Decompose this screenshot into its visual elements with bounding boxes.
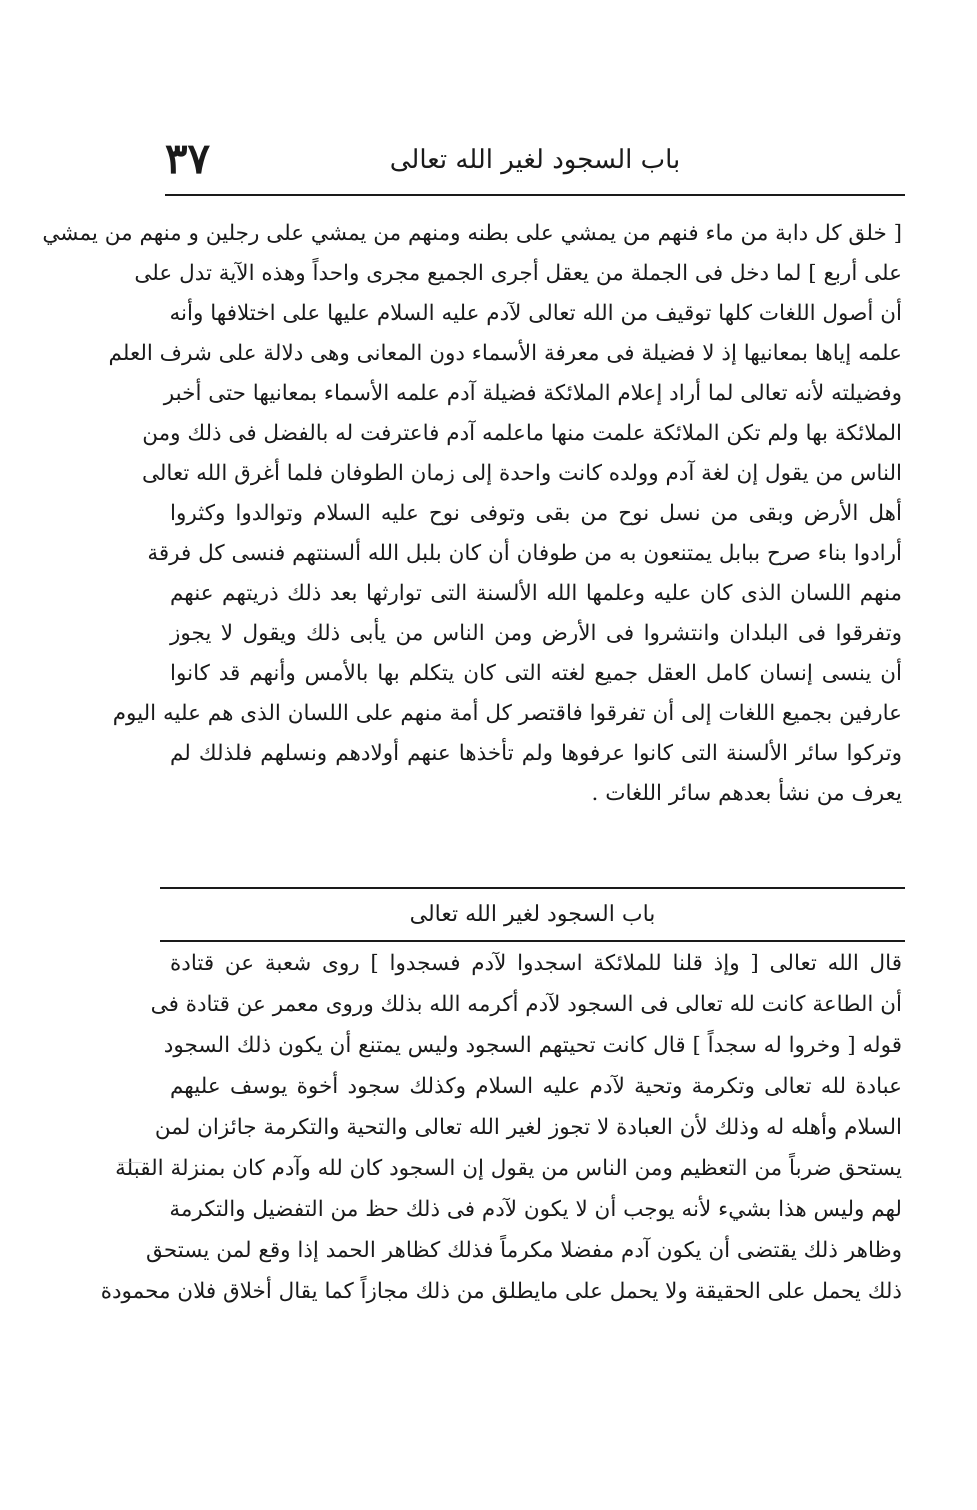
- text-line: على أربع ] لما دخل فى الجملة من يعقل أجرى الجميع مجرى واحداً وهذه الآية تدل على: [134, 261, 902, 286]
- text-line: علمه إياها بمعانيها إذ لا فضيلة فى معرفة الأسماء دون المعانى وهى دلالة على شرف العلم: [108, 341, 902, 366]
- text-line: قال الله تعالى [ وإذ قلنا للملائكة اسجدوا لآدم فسجدوا ] روى شعبة عن قتادة: [170, 951, 902, 976]
- text-line: أن الطاعة كانت لله تعالى فى السجود لآدم أكرمه الله بذلك وروى معمر عن قتادة فى: [150, 992, 902, 1017]
- section-text: [100, 943, 902, 1312]
- text-line: عارفين بجميع اللغات إلى أن تفرقوا فاقتصر كل أمة منهم على اللسان الذى هم عليه اليوم: [112, 701, 902, 726]
- text-line: أرادوا بناء صرح ببابل يمتنعون به من طوفان أن كان بلبل الله ألسنتهم فنسى كل فرقة: [147, 541, 902, 566]
- text-line: أهل الأرض وبقى من نسل نوح من بقى وتوفى نوح عليه السلام وتوالدوا وكثروا: [170, 501, 902, 526]
- text-line: يعرف من نشأ بعدهم سائر اللغات .: [591, 781, 902, 806]
- text-line: وتفرقوا فى البلدان وانتشروا فى الأرض ومن الناس من يأبى ذلك ويقول لا يجوز: [170, 621, 902, 646]
- text-line: قوله [ وخروا له سجداً ] قال كانت تحيتهم السجود وليس يمتنع أن يكون ذلك السجود: [163, 1033, 902, 1058]
- text-line: أن ينسى إنسان كامل العقل جميع لغته التى كان يتكلم بها بالأمس وأنهم قد كانوا: [170, 661, 902, 686]
- text-line: الملائكة بها ولم تكن الملائكة علمت منها ماعلمه آدم فاعترفت له بالفضل فى ذلك ومن: [142, 421, 902, 446]
- running-header: [165, 135, 905, 191]
- text-line: الناس من يقول إن لغة آدم وولده كانت واحدة إلى زمان الطوفان فلما أغرق الله تعالى: [141, 461, 902, 486]
- text-line: أن أصول اللغات كلها توقيف من الله تعالى لآدم عليه السلام عليها على اختلافها وأنه: [169, 301, 902, 326]
- text-line: وفضيلته لأنه تعالى لما أراد إعلام الملائكة فضيلة آدم علمه الأسماء بمعانيها حتى أخبر: [163, 381, 902, 406]
- section-divider-bottom: [160, 940, 905, 942]
- text-line: عبادة لله تعالى وتكرمة وتحية لآدم عليه السلام وكذلك سجود أخوة يوسف عليهم: [170, 1074, 902, 1099]
- text-line: [ خلق كل دابة من ماء فنهم من يمشي على بطنه ومنهم من يمشي على رجلين و منهم من يمشي: [42, 221, 902, 246]
- text-line: وتركوا سائر الألسنة التى كانوا عرفوها ولم تأخذها عنهم أولادهم ونسلهم فلذلك لم: [170, 741, 902, 766]
- text-line: السلام وأهله له وذلك لأن العبادة لا تجوز لغير الله تعالى والتحية والتكرمة جائزان لمن: [154, 1115, 902, 1140]
- page-number: ٣٧: [165, 134, 211, 183]
- text-line: وظاهر ذلك يقتضى أن يكون آدم مفضلا مكرماً فذلك كظاهر الحمد إذا وقع لمن يستحق: [145, 1238, 902, 1263]
- header-divider: [165, 194, 905, 196]
- margin-mark: [118, 1162, 142, 1173]
- running-title: باب السجود لغير الله تعالى: [389, 145, 681, 175]
- section-divider-top: [160, 887, 905, 889]
- text-line: لهم وليس هذا بشيء لأنه يوجب أن لا يكون لآدم فى ذلك حظ من التفضيل والتكرمة: [169, 1197, 902, 1222]
- text-line: ذلك يحمل على الحقيقة ولا يحمل على مايطلق من ذلك مجازاً كما يقال أخلاق فلان محمودة: [100, 1279, 902, 1304]
- body-text: [42, 214, 902, 814]
- text-line: يستحق ضرباً من التعظيم ومن الناس من يقول إن السجود كان لله وآدم كان بمنزلة القبلة: [115, 1156, 902, 1181]
- section-heading: باب السجود لغير الله تعالى: [409, 902, 656, 927]
- text-line: منهم اللسان الذى كان عليه وعلمها الله الألسنة التى توارثها بعد ذلك ذريتهم عنهم: [170, 581, 902, 606]
